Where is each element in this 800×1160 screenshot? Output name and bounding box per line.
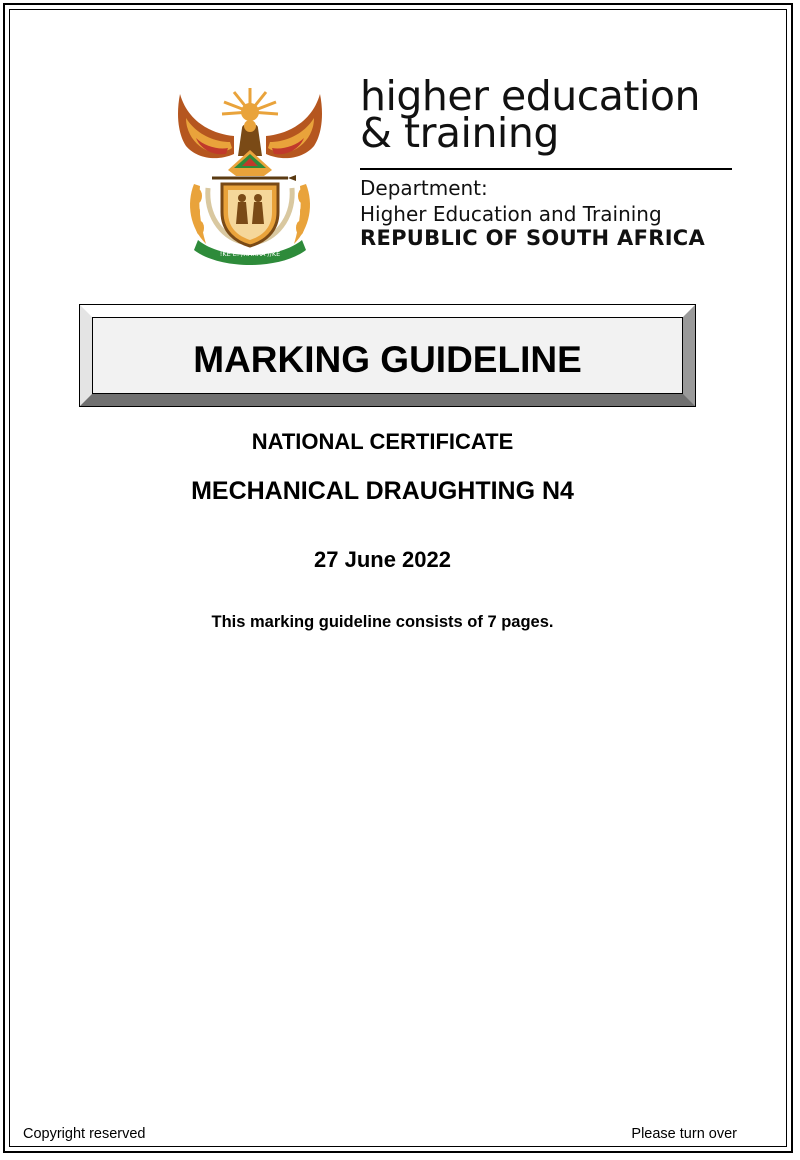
south-africa-coat-of-arms-icon	[172, 84, 328, 266]
exam-date: 27 June 2022	[314, 547, 451, 572]
brand-line-1: higher education	[360, 72, 700, 120]
turn-over-footer: Please turn over	[631, 1126, 737, 1142]
brand-divider	[360, 168, 732, 170]
department-name: Higher Education and Training	[360, 202, 662, 226]
brand-line-2: & training	[360, 109, 559, 157]
department-label: Department:	[360, 176, 488, 200]
page-count-note: This marking guideline consists of 7 pages.	[211, 613, 554, 631]
certificate-heading: NATIONAL CERTIFICATE	[251, 429, 514, 454]
subject-heading: MECHANICAL DRAUGHTING N4	[191, 477, 574, 505]
country-name: REPUBLIC OF SOUTH AFRICA	[360, 226, 706, 250]
brand-title	[360, 72, 700, 157]
copyright-footer: Copyright reserved	[23, 1126, 146, 1142]
document-title: MARKING GUIDELINE	[193, 339, 582, 380]
sun-icon	[222, 88, 278, 121]
protea-icon	[228, 150, 272, 176]
motto-text: !KE E: /XARRA //KE	[219, 250, 281, 258]
title-box	[80, 305, 695, 406]
